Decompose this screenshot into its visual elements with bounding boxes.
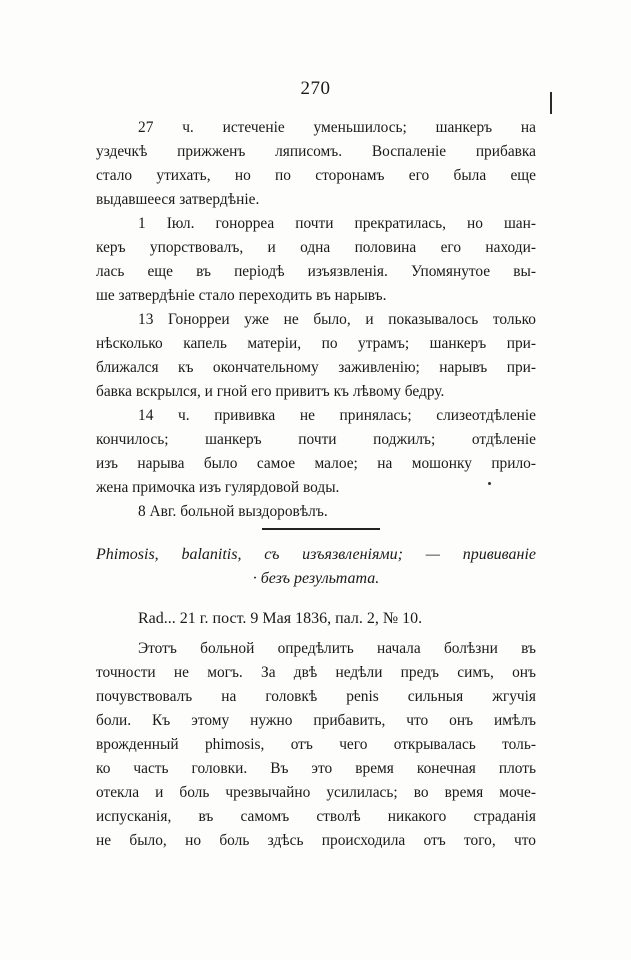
text-line: отекла и боль чрезвычайно усилилась; во время моче- (96, 784, 536, 801)
ink-speck (488, 482, 491, 485)
text-line: 1 Іюл. гонорреа почти прекратилась, но шан- (138, 215, 536, 232)
text-line: почувствовалъ на головкѣ penis сильныя жгучія (96, 688, 536, 705)
text-line: точности не могъ. За двѣ недѣли предъ симъ, онъ (96, 664, 536, 681)
text-line: изъ нарыва было самое малое; на мошонку прило- (96, 455, 536, 472)
text-line: ближался къ окончательному заживленію; нарывъ при- (96, 359, 536, 376)
text-line: лась еще въ періодѣ изъязвленія. Упомянутое вы- (96, 263, 536, 280)
text-line: кончилось; шанкеръ почти поджилъ; отдѣленіе (96, 431, 536, 448)
entry-paragraph (96, 212, 536, 308)
text-line: керъ упорствовалъ, и одна половина его находи- (96, 239, 536, 256)
case-title-line-1: Phimosis, balanitis, съ изъязвленіями; — прививаніе (96, 546, 536, 563)
text-line: ше затвердѣніе стало переходить въ нарывъ. (96, 287, 387, 304)
text-line: не было, но боль здѣсь происходила отъ того, что (96, 832, 536, 849)
text-line: выдавшееся затвердѣніе. (96, 191, 260, 208)
margin-mark (550, 92, 552, 114)
text-line: 13 Гонорреи уже не было, и показывалось только (138, 311, 536, 328)
text-line: 27 ч. истеченіе уменьшилось; шанкеръ на (138, 119, 536, 136)
text-line: 14 ч. прививка не принялась; слизеотдѣленіе (138, 407, 536, 424)
text-line: уздечкѣ прижженъ ляписомъ. Воспаленіе прибавка (96, 143, 536, 160)
entry-paragraph (96, 116, 536, 212)
case-title (96, 543, 536, 591)
entry-paragraph (96, 404, 536, 500)
case-header: Rad... 21 г. пост. 9 Мая 1836, пал. 2, № 10. (138, 610, 423, 627)
case-title-line-2: · безъ результата. (252, 570, 380, 587)
entry-paragraph (96, 500, 536, 524)
entry-paragraph (96, 308, 536, 404)
text-line: стало утихать, но по сторонамъ его была еще (96, 167, 536, 184)
page-number: 270 (300, 78, 331, 99)
text-line: Этотъ больной опредѣлить начала болѣзни въ (138, 640, 536, 657)
text-line: бавка вскрылся, и гной его привитъ къ лѣвому бедру. (96, 383, 445, 400)
text-line: 8 Авг. больной выздоровѣлъ. (138, 503, 328, 520)
text-line: врожденный phimosis, отъ чего открывалась толь- (96, 736, 536, 753)
daily-entries (96, 116, 536, 524)
text-line: нѣсколько капель матеріи, по утрамъ; шанкеръ при- (96, 335, 536, 352)
section-divider (262, 528, 380, 530)
text-line: ко часть головки. Въ это время конечная плоть (96, 760, 536, 777)
case-description (96, 637, 536, 853)
text-line: боли. Къ этому нужно прибавить, что онъ имѣлъ (96, 712, 536, 729)
text-line: испусканія, въ самомъ стволѣ никакого страданія (96, 808, 536, 825)
text-line: жена примочка изъ гулярдовой воды. (96, 479, 340, 496)
